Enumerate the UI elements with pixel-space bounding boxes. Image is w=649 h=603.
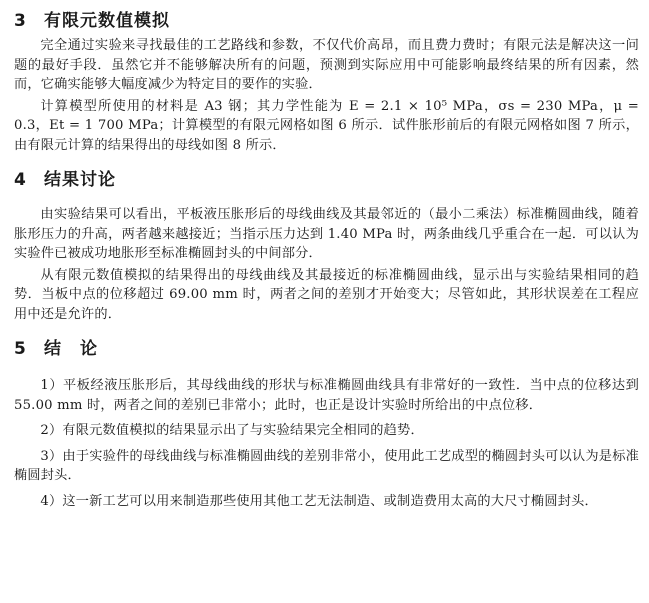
section-5-title: 结 论 bbox=[44, 339, 98, 359]
section-4-number: 4 bbox=[14, 170, 27, 190]
conclusion-item-4: 4）这一新工艺可以用来制造那些使用其他工艺无法制造、或制造费用太高的大尺寸椭圆封头． bbox=[40, 493, 598, 509]
section-3-heading bbox=[14, 10, 639, 32]
conclusion-item-1: 1）平板经液压胀形后，其母线曲线的形状与标准椭圆曲线具有非常好的一致性．当中点的位移达到 55.00 mm 时，两者之间的差别已非常小；此时，也正是设计实验时所给出的中点位移． bbox=[14, 378, 639, 413]
section-5-number: 5 bbox=[14, 339, 27, 359]
section-4-paragraph-1: 由实验结果可以看出，平板液压胀形后的母线曲线及其最邻近的（最小二乘法）标准椭圆曲线，随着胀形压力的升高，两者越来越接近；当指示压力达到 1.40 MPa 时，两条曲线几乎重合在一起．可以认为实验件已被成功地胀形至标准椭圆封头的中间部分． bbox=[14, 207, 639, 261]
section-5-heading bbox=[14, 338, 639, 360]
section-4-heading bbox=[14, 169, 639, 191]
section-3-number: 3 bbox=[14, 11, 27, 31]
conclusion-item-2: 2）有限元数值模拟的结果显示出了与实验结果完全相同的趋势． bbox=[40, 423, 424, 438]
conclusion-item-3: 3）由于实验件的母线曲线与标准椭圆曲线的差别非常小，使用此工艺成型的椭圆封头可以认为是标准椭圆封头． bbox=[14, 448, 639, 483]
section-3-title: 有限元数值模拟 bbox=[44, 11, 170, 31]
section-3-paragraph-1: 完全通过实验来寻找最佳的工艺路线和参数，不仅代价高昂，而且费力费时；有限元法是解决这一问题的最好手段．虽然它并不能够解决所有的问题，预测到实际应用中可能影响最终结果的所有因素，然而，它确实能够大幅度减少为特定目的要作的实验． bbox=[14, 38, 639, 92]
section-4-paragraph-2: 从有限元数值模拟的结果得出的母线曲线及其最接近的标准椭圆曲线，显示出与实验结果相同的趋势．当板中点的位移超过 69.00 mm 时，两者之间的差别才开始变大；尽管如此，其形状误差在工程应用中还是允许的． bbox=[14, 267, 639, 322]
section-3-paragraph-2: 计算模型所使用的材料是 A3 钢；其力学性能为 E = 2.1 × 10⁵ MPa，σs = 230 MPa，μ = 0.3，Et = 1 700 MPa；计算模型的有限元网格如图 6 所示．试件胀形前后的有限元网格如图 7 所示，由有限元计算的结果得出的母线如图 8 所示． bbox=[14, 98, 639, 153]
section-4-title: 结果讨论 bbox=[44, 170, 116, 190]
